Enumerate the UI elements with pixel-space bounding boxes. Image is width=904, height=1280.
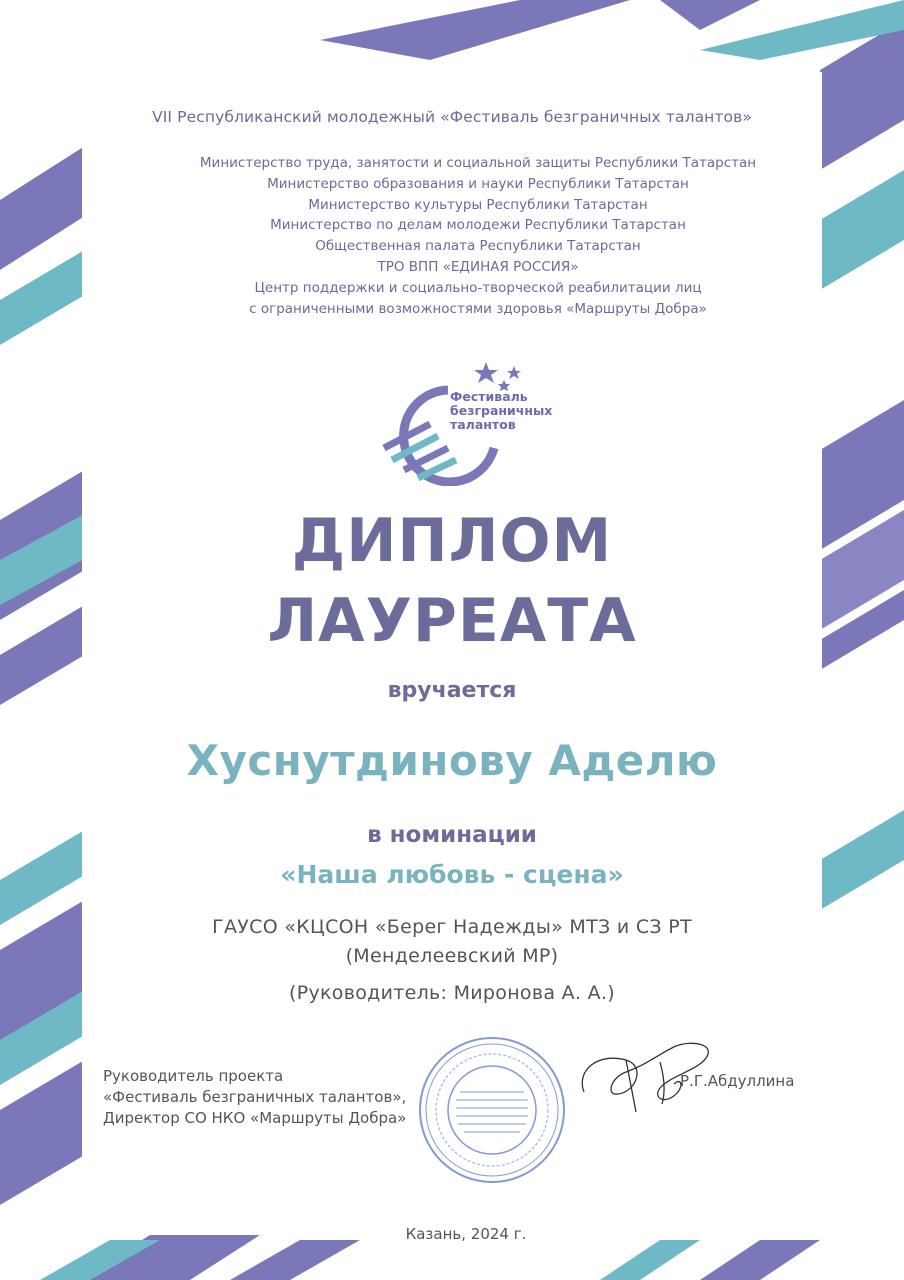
organizer-item: Общественная палата Республики Татарстан xyxy=(315,238,641,255)
organizer-item: Центр поддержки и социально-творческой реабилитации лиц xyxy=(254,279,702,296)
recipient-name: Хуснутдинову Аделю xyxy=(186,736,718,785)
institution-line1: ГАУСО «КЦСОН «Берег Надежды» МТЗ и СЗ РТ xyxy=(212,916,692,938)
role-line: «Фестиваль безграничных талантов», xyxy=(103,1088,407,1106)
star-icon xyxy=(474,362,498,383)
institution-line2: (Менделеевский МР) xyxy=(345,945,559,967)
signer-name: Р.Г.Абдуллина xyxy=(680,1072,795,1090)
organizer-item: Министерство культуры Республики Татарстан xyxy=(308,196,648,213)
role-line: Руководитель проекта xyxy=(103,1067,284,1085)
official-seal xyxy=(416,1034,568,1186)
signatory-role xyxy=(103,1066,406,1129)
star-icon xyxy=(507,366,521,379)
organizer-item: Министерство труда, занятости и социальной защиты Республики Татарстан xyxy=(199,155,757,171)
nomination-title: «Наша любовь - сцена» xyxy=(280,860,624,889)
role-line: Директор СО НКО «Маршруты Добра» xyxy=(103,1109,407,1127)
leader-line: (Руководитель: Миронова А. А.) xyxy=(289,982,615,1004)
nomination-label: в номинации xyxy=(367,822,537,848)
logo-line: талантов xyxy=(450,417,516,432)
diploma-heading-line2: ЛАУРЕАТА xyxy=(267,586,637,656)
organizer-item: с ограниченными возможностями здоровья «Маршруты Добра» xyxy=(249,300,707,317)
logo-line: Фестиваль xyxy=(450,389,528,404)
organizer-item: ТРО ВПП «ЕДИНАЯ РОССИЯ» xyxy=(377,258,579,275)
logo-text xyxy=(450,390,552,432)
place-date: Казань, 2024 г. xyxy=(405,1225,527,1243)
logo-line: безграничных xyxy=(450,403,553,418)
organizer-item: Министерство образования и науки Республики Татарстан xyxy=(267,175,689,192)
awarded-label: вручается xyxy=(387,678,517,703)
festival-title: VII Республиканский молодежный «Фестиваль безграничных талантов» xyxy=(152,108,752,126)
organizers-list xyxy=(0,153,904,319)
organizer-item: Министерство по делам молодежи Республики Татарстан xyxy=(270,217,686,234)
diploma-heading-line1: ДИПЛОМ xyxy=(291,506,613,576)
